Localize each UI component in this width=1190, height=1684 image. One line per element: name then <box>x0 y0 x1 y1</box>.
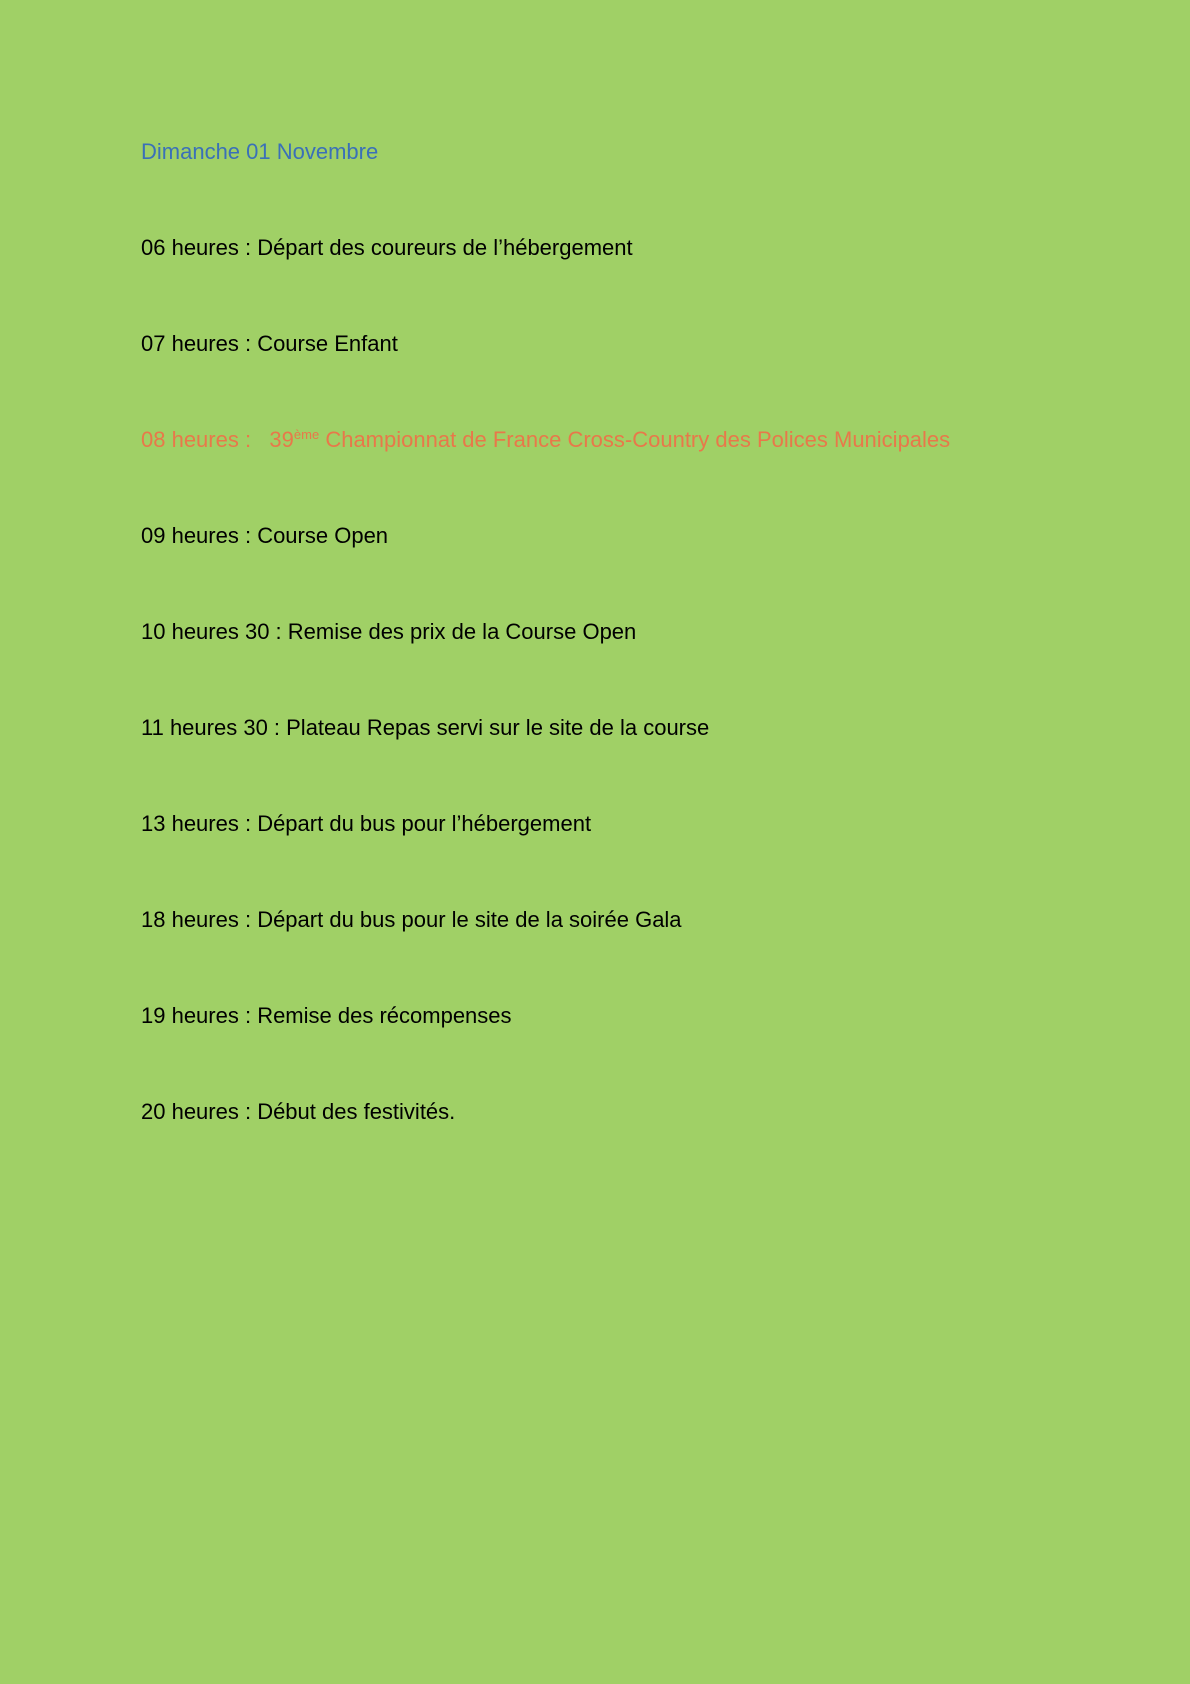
championship-title: Championnat de France Cross-Country des Polices Municipales <box>319 427 951 452</box>
schedule-item-07h: 07 heures : Course Enfant <box>141 331 398 356</box>
schedule-item-10h30: 10 heures 30 : Remise des prix de la Course Open <box>141 619 637 644</box>
schedule-item-08h-championship <box>141 426 950 454</box>
schedule-item-18h: 18 heures : Départ du bus pour le site de la soirée Gala <box>141 907 682 932</box>
schedule-item-20h: 20 heures : Début des festivités. <box>141 1099 456 1124</box>
schedule-item-13h: 13 heures : Départ du bus pour l’hébergement <box>141 811 592 836</box>
schedule-time-08h: 08 heures : <box>141 427 270 452</box>
edition-superscript: ème <box>293 427 320 442</box>
date-heading: Dimanche 01 Novembre <box>141 139 379 164</box>
schedule-item-19h: 19 heures : Remise des récompenses <box>141 1003 512 1028</box>
schedule-item-11h30: 11 heures 30 : Plateau Repas servi sur le site de la course <box>141 715 710 740</box>
edition-number: 39 <box>269 427 294 452</box>
schedule-item-09h: 09 heures : Course Open <box>141 523 389 548</box>
schedule-item-06h: 06 heures : Départ des coureurs de l’hébergement <box>141 235 633 260</box>
